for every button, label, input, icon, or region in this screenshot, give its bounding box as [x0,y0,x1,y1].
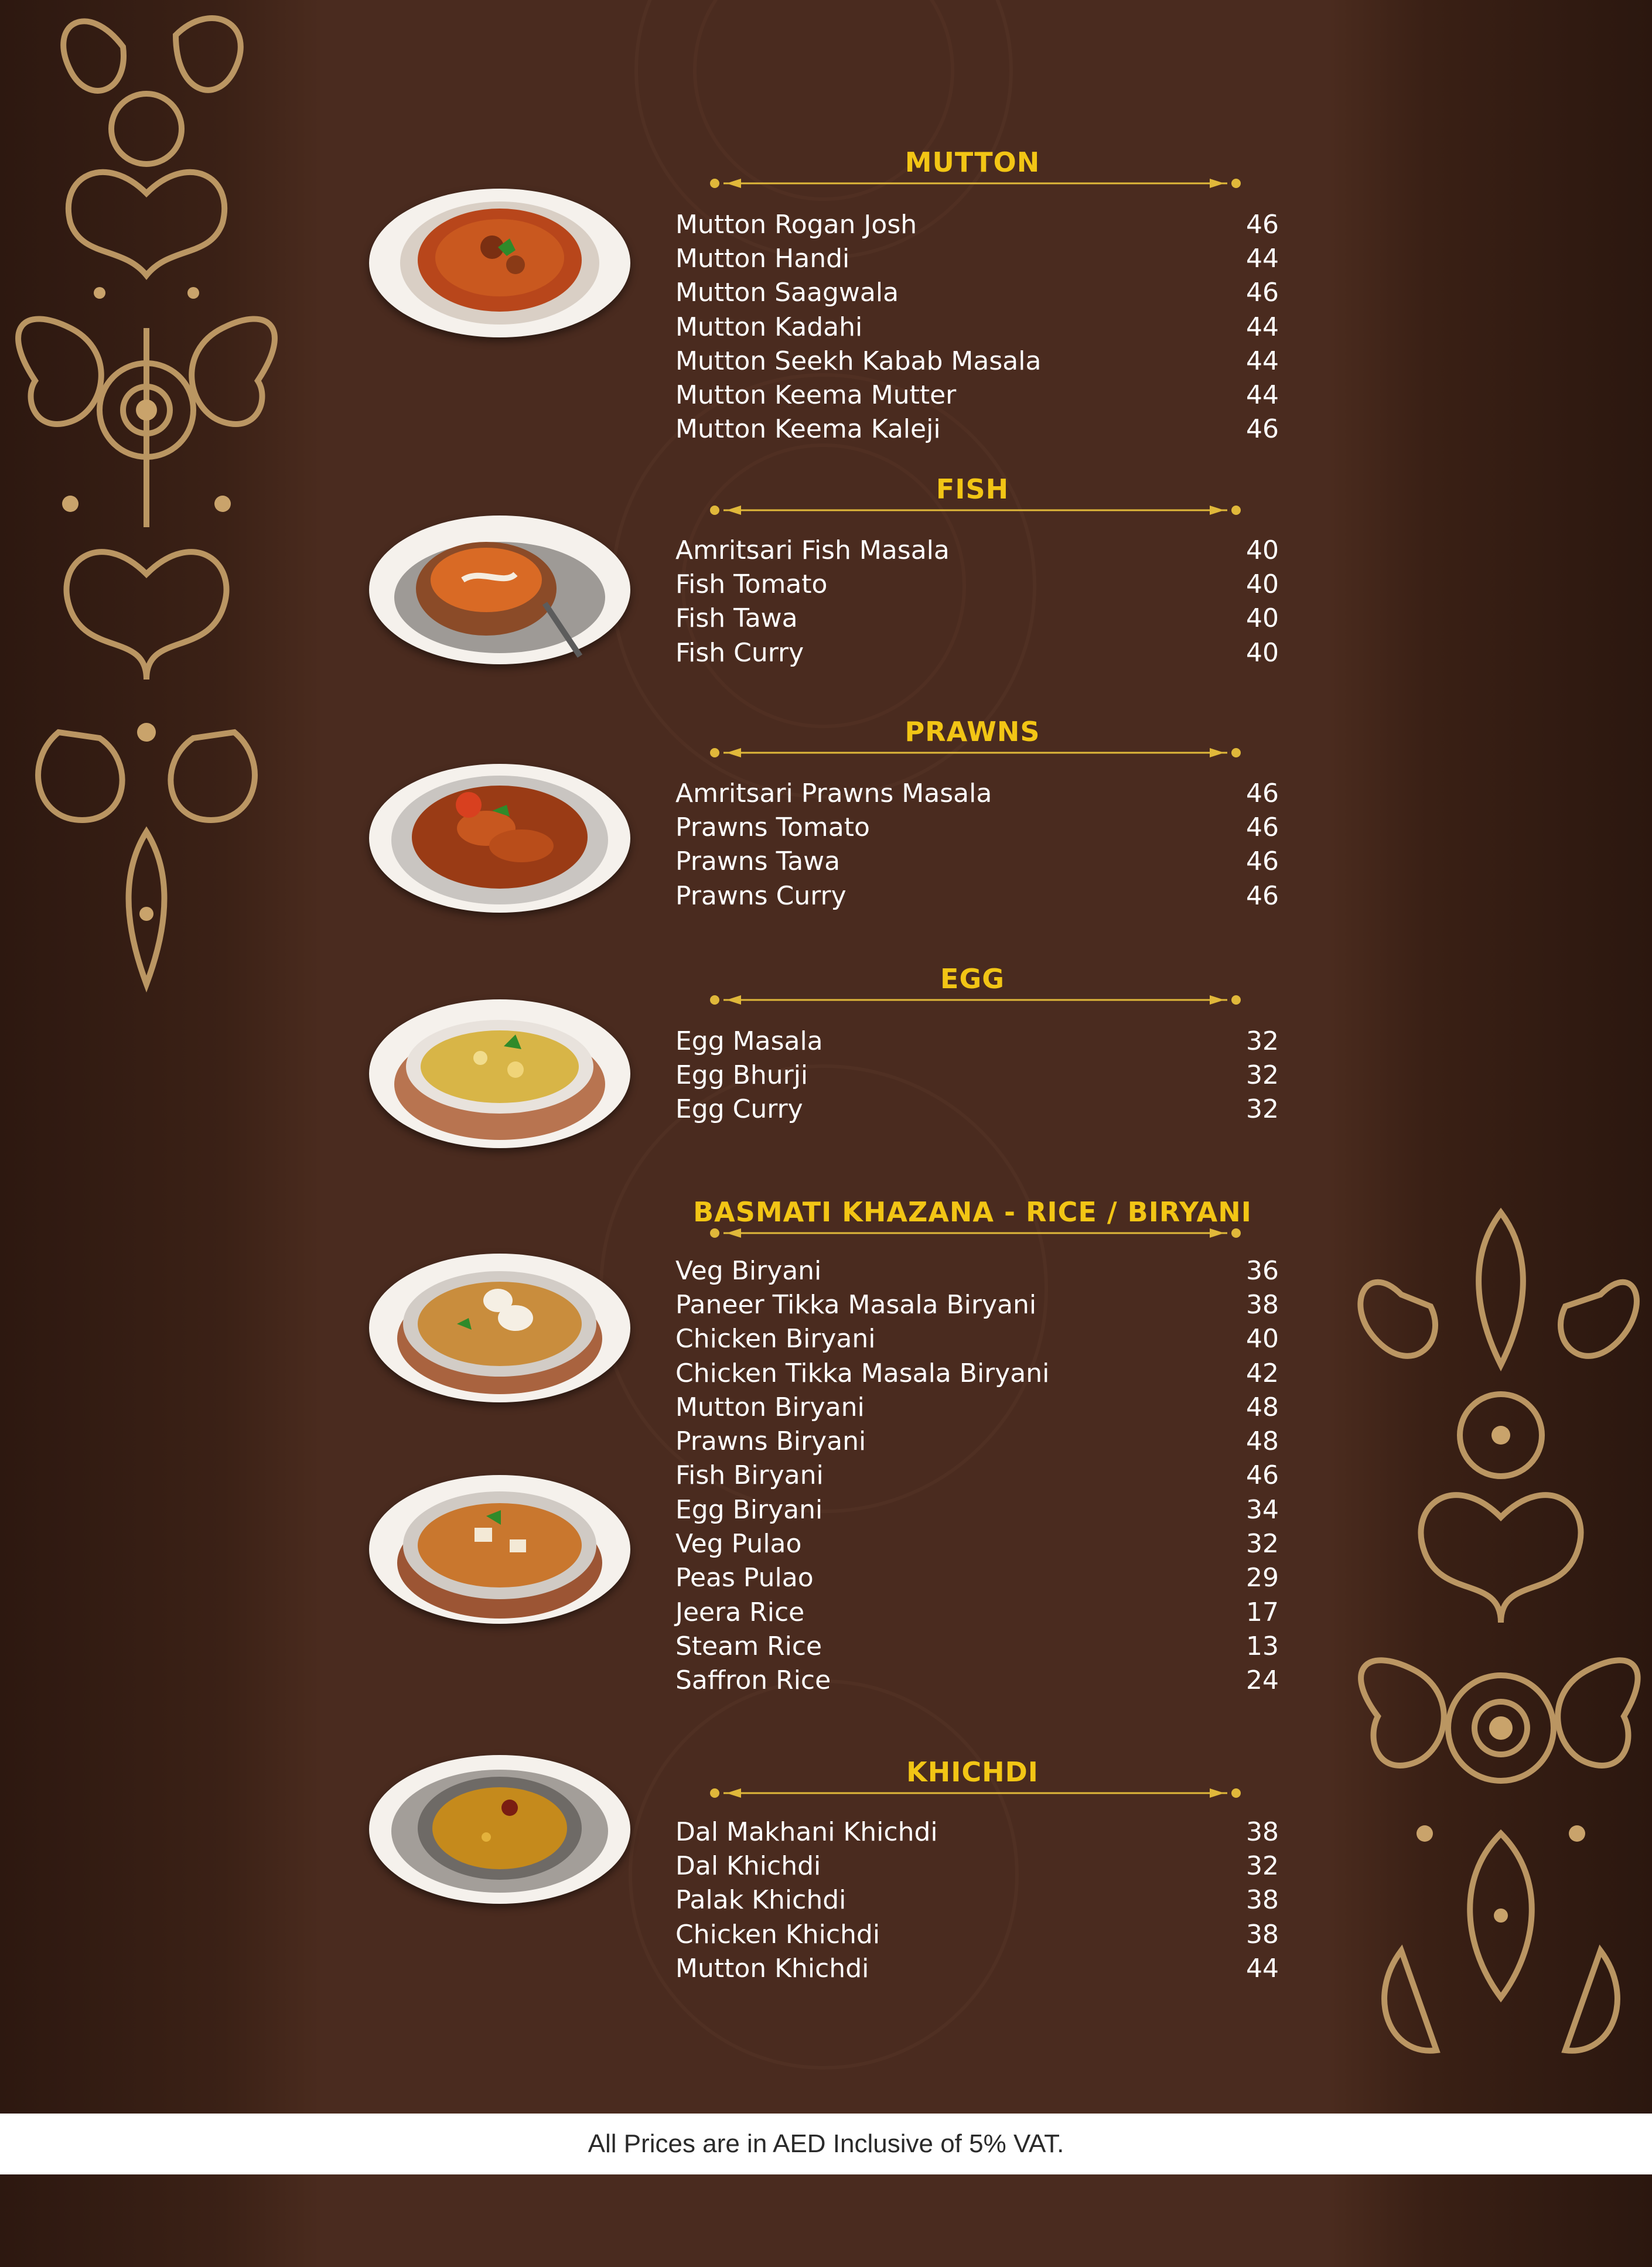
item-name: Prawns Tomato [675,812,870,842]
menu-item [675,1288,1279,1322]
gold-divider [700,1224,1251,1242]
item-price: 48 [1246,1426,1279,1457]
item-price: 32 [1246,1529,1279,1559]
item-name: Prawns Tawa [675,846,841,877]
item-name: Prawns Biryani [675,1426,866,1457]
right-mandala-ornament [1331,1189,1652,2115]
item-name: Mutton Biryani [675,1392,865,1422]
vat-note: All Prices are in AED Inclusive of 5% VAT. [588,2129,1064,2158]
section-title: FISH [936,473,1009,505]
item-price: 32 [1246,1851,1279,1881]
menu-item [675,636,1279,670]
item-price: 46 [1246,846,1279,877]
menu-list [675,1815,1279,1985]
item-price: 38 [1246,1885,1279,1916]
menu-list [675,776,1279,913]
item-name: Egg Curry [675,1094,803,1125]
item-price: 46 [1246,209,1279,240]
item-price: 29 [1246,1563,1279,1593]
right-ornament-panel [1331,0,1652,2267]
menu-item [675,1424,1279,1458]
prawns-dish-image [369,764,630,913]
item-name: Mutton Keema Kaleji [675,414,941,445]
menu-item [675,1356,1279,1390]
item-price: 34 [1246,1494,1279,1525]
menu-item [675,1849,1279,1883]
item-name: Peas Pulao [675,1563,814,1593]
menu-item [675,1390,1279,1424]
menu-item [675,1254,1279,1288]
egg-dish-image [369,999,630,1148]
item-name: Jeera Rice [675,1597,805,1627]
section-title: KHICHDI [906,1756,1039,1788]
menu-item [675,567,1279,601]
khichdi-dish-image [369,1755,630,1904]
menu-item [675,1322,1279,1356]
item-name: Egg Bhurji [675,1060,808,1090]
item-name: Mutton Saagwala [675,278,899,308]
item-name: Mutton Kadahi [675,312,863,342]
item-name: Dal Makhani Khichdi [675,1817,938,1847]
left-ornament-panel [0,0,320,2267]
item-price: 40 [1246,1324,1279,1354]
item-name: Fish Tomato [675,569,828,599]
item-name: Palak Khichdi [675,1885,847,1916]
section-title: PRAWNS [904,716,1040,747]
item-price: 44 [1246,346,1279,376]
menu-list [675,533,1279,670]
menu-item [675,776,1279,810]
section-title: MUTTON [904,146,1040,178]
item-price: 17 [1246,1597,1279,1627]
item-name: Amritsari Prawns Masala [675,778,992,808]
item-name: Fish Tawa [675,603,798,634]
menu-item [675,879,1279,913]
menu-item [675,378,1279,412]
item-name: Egg Masala [675,1026,823,1056]
item-name: Egg Biryani [675,1494,823,1525]
item-name: Veg Biryani [675,1255,822,1286]
menu-item [675,1024,1279,1058]
item-price: 13 [1246,1631,1279,1661]
menu-item [675,1664,1279,1698]
item-price: 46 [1246,278,1279,308]
item-price: 38 [1246,1817,1279,1847]
vat-note-bar [0,2114,1652,2174]
menu-item [675,1058,1279,1092]
item-price: 44 [1246,312,1279,342]
menu-item [675,1917,1279,1951]
item-name: Mutton Khichdi [675,1953,869,1983]
item-price: 46 [1246,414,1279,445]
menu-item [675,1493,1279,1527]
fish-dish-image [369,515,630,664]
item-price: 48 [1246,1392,1279,1422]
item-name: Saffron Rice [675,1665,831,1696]
section-title: BASMATI KHAZANA - RICE / BIRYANI [693,1196,1252,1228]
item-price: 32 [1246,1060,1279,1090]
item-name: Mutton Rogan Josh [675,209,917,240]
item-price: 38 [1246,1919,1279,1950]
item-name: Prawns Curry [675,880,847,911]
gold-divider [700,744,1251,762]
item-price: 46 [1246,880,1279,911]
section-title: EGG [940,963,1005,995]
item-price: 40 [1246,535,1279,565]
menu-item [675,207,1279,241]
menu-item [675,241,1279,275]
menu-item [675,1561,1279,1595]
menu-item [675,845,1279,879]
gold-divider [700,991,1251,1009]
item-price: 44 [1246,243,1279,274]
gold-divider [700,1784,1251,1802]
item-name: Paneer Tikka Masala Biryani [675,1289,1037,1320]
menu-item [675,1595,1279,1629]
gold-divider [700,501,1251,519]
item-name: Chicken Khichdi [675,1919,880,1950]
item-price: 46 [1246,1460,1279,1491]
item-price: 40 [1246,637,1279,668]
item-name: Chicken Tikka Masala Biryani [675,1358,1050,1388]
menu-item [675,810,1279,844]
pulao-dish-image [369,1475,630,1624]
menu-item [675,1815,1279,1849]
menu-item [675,602,1279,636]
item-price: 44 [1246,380,1279,411]
menu-item [675,276,1279,310]
item-name: Fish Biryani [675,1460,824,1491]
item-price: 38 [1246,1289,1279,1320]
gold-divider [700,175,1251,192]
item-price: 36 [1246,1255,1279,1286]
item-price: 32 [1246,1026,1279,1056]
menu-list [675,1254,1279,1698]
item-price: 44 [1246,1953,1279,1983]
item-name: Dal Khichdi [675,1851,821,1881]
item-price: 40 [1246,569,1279,599]
mutton-dish-image [369,189,630,337]
menu-item [675,1629,1279,1663]
menu-item [675,1092,1279,1126]
biryani-dish-image [369,1254,630,1402]
item-name: Mutton Handi [675,243,850,274]
menu-item [675,1883,1279,1917]
item-price: 24 [1246,1665,1279,1696]
menu-item [675,1951,1279,1985]
item-price: 32 [1246,1094,1279,1125]
item-price: 42 [1246,1358,1279,1388]
menu-list [675,207,1279,446]
menu-list [675,1024,1279,1126]
item-name: Veg Pulao [675,1529,802,1559]
menu-item [675,344,1279,378]
left-mandala-ornament [0,0,320,1054]
item-price: 46 [1246,812,1279,842]
item-name: Steam Rice [675,1631,822,1661]
menu-item [675,1527,1279,1561]
item-name: Chicken Biryani [675,1324,876,1354]
item-name: Mutton Seekh Kabab Masala [675,346,1042,376]
item-name: Mutton Keema Mutter [675,380,957,411]
item-price: 46 [1246,778,1279,808]
menu-item [675,533,1279,567]
item-name: Amritsari Fish Masala [675,535,950,565]
item-name: Fish Curry [675,637,804,668]
menu-item [675,310,1279,344]
menu-item [675,412,1279,446]
item-price: 40 [1246,603,1279,634]
menu-item [675,1459,1279,1493]
